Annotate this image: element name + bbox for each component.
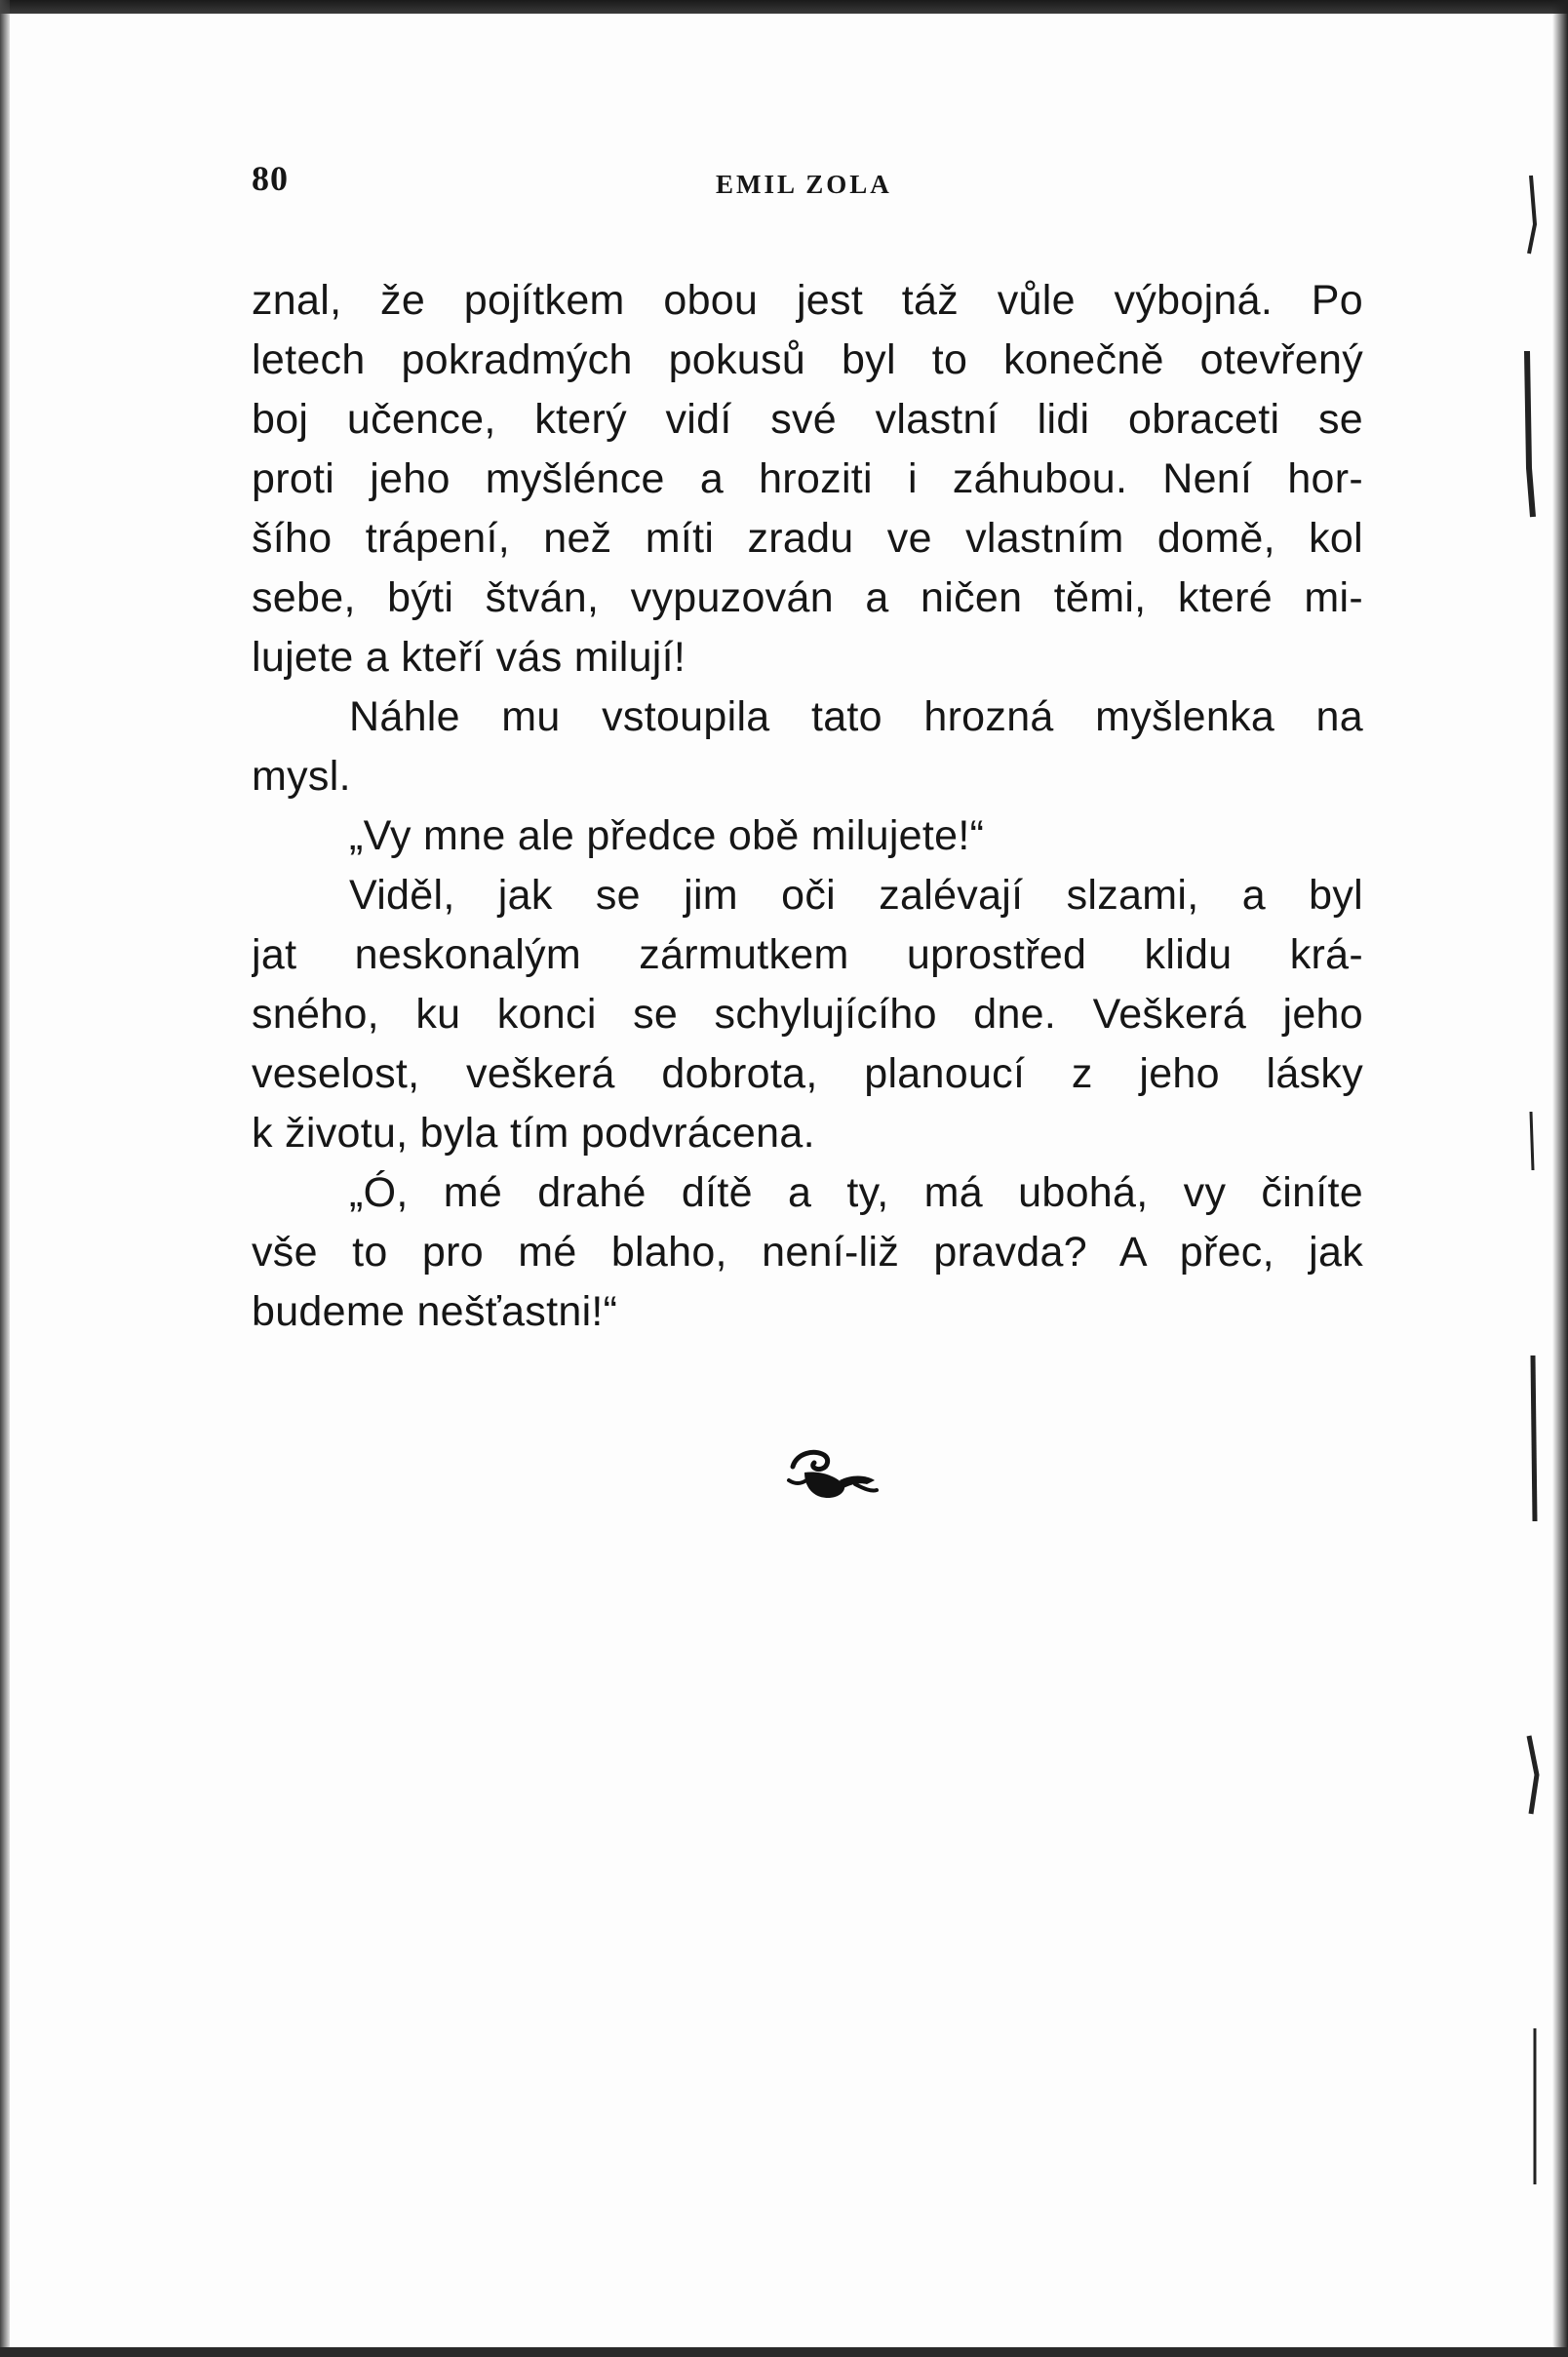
text-line: šího trápení, než míti zradu ve vlastním domě, kol bbox=[252, 515, 1363, 562]
text-line: proti jeho myšlénce a hroziti i záhubou. Není hor- bbox=[252, 455, 1363, 502]
swan-ornament-icon bbox=[785, 1441, 882, 1504]
text-line: mysl. bbox=[252, 753, 351, 800]
book-page bbox=[252, 146, 1373, 1342]
text-line: vše to pro mé blaho, není-liž pravda? A přec, jak bbox=[252, 1229, 1363, 1276]
scan-edge-bottom bbox=[0, 2347, 1568, 2357]
scan-edge-marks bbox=[1521, 59, 1550, 2301]
page-number: 80 bbox=[252, 159, 289, 198]
text-line: letech pokradmých pokusů byl to konečně otevřený bbox=[252, 336, 1363, 383]
text-line: veselost, veškerá dobrota, planoucí z jeho lásky bbox=[252, 1050, 1363, 1097]
text-line: Náhle mu vstoupila tato hrozná myšlenka na bbox=[349, 693, 1363, 740]
scan-edge-right bbox=[1552, 0, 1568, 2357]
text-line: boj učence, který vidí své vlastní lidi obraceti se bbox=[252, 396, 1363, 443]
text-line: Viděl, jak se jim oči zalévají slzami, a byl bbox=[349, 872, 1363, 919]
text-line: „Vy mne ale předce obě milujete!“ bbox=[349, 812, 985, 859]
text-line: lujete a kteří vás milují! bbox=[252, 634, 686, 681]
running-head: EMIL ZOLA bbox=[716, 170, 892, 199]
scan-edge-left bbox=[0, 0, 10, 2357]
text-line: sebe, býti štván, vypuzován a ničen těmi, které mi- bbox=[252, 574, 1363, 621]
page-header bbox=[252, 146, 1373, 205]
text-line: k životu, byla tím podvrácena. bbox=[252, 1110, 815, 1157]
text-line: jat neskonalým zármutkem uprostřed klidu krá- bbox=[252, 931, 1363, 978]
scan-edge-top bbox=[0, 0, 1568, 14]
text-line: budeme nešťastni!“ bbox=[252, 1288, 618, 1335]
text-line: znal, že pojítkem obou jest táž vůle výbojná. Po bbox=[252, 277, 1363, 324]
body-text bbox=[252, 271, 1373, 1342]
text-line: sného, ku konci se schylujícího dne. Veškerá jeho bbox=[252, 991, 1363, 1038]
text-line: „Ó, mé drahé dítě a ty, má ubohá, vy činíte bbox=[349, 1169, 1363, 1216]
